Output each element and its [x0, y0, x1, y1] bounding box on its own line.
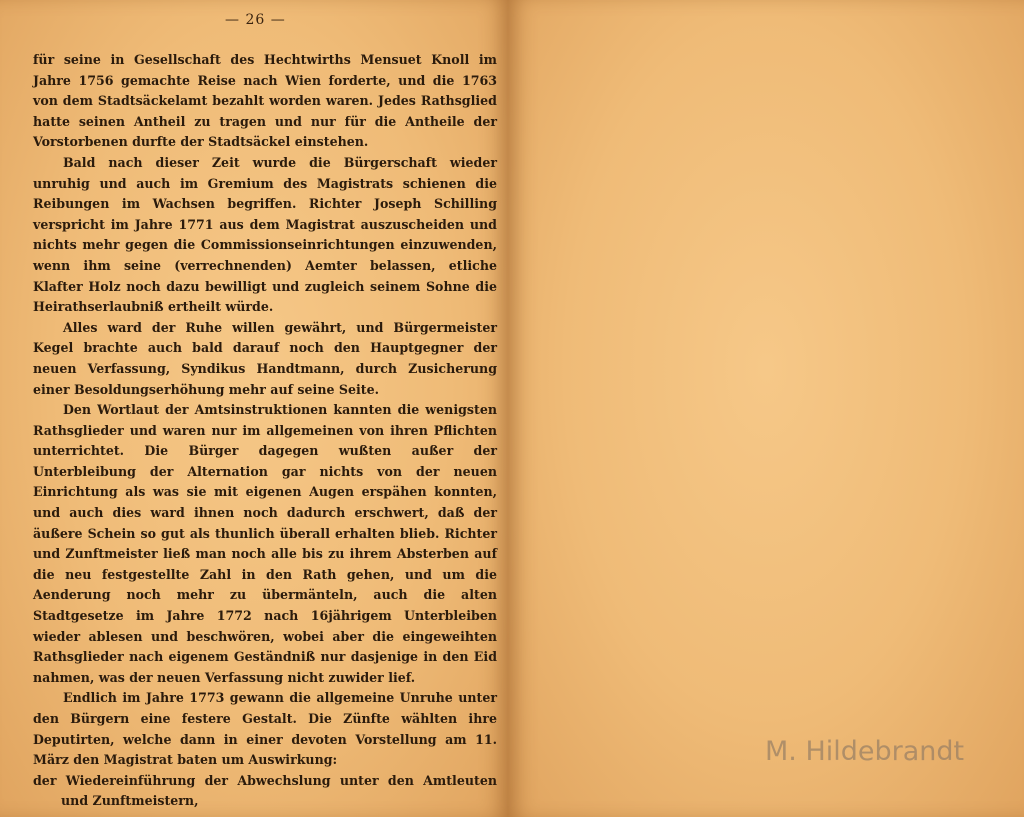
left-page-text — [33, 50, 497, 812]
paragraph: Endlich im Jahre 1773 gewann die allgemeine Unruhe unter den Bürgern eine festere Gestalt. Die Zünfte wählten ihre Deputirten, welche dann in einer devoten Vorstellung am 11. März den Magistrat baten um Auswirkung: — [33, 690, 497, 768]
page-number: — 26 — — [225, 12, 286, 28]
paragraph: Alles ward der Ruhe willen gewährt, und Bürgermeister Kegel brachte auch bald darauf noch den Hauptgegner der neuen Verfassung, Syndikus Handtmann, durch Zusicherung einer Besoldungserhöhung mehr auf seine Seite. — [33, 319, 497, 397]
paragraph: Den Wortlaut der Amtsinstruktionen kannten die wenigsten Rathsglieder und waren nur im allgemeinen von ihren Pflichten unterrichtet. Die Bürger dagegen wußten außer der Unterbleibung der Alternation gar nichts von der neuen Einrichtung als was sie mit eigenen Augen erspähen konnten, und auch dies ward ihnen noch dadurch erschwert, daß der äußere Schein so gut als thunlich überall erhalten blieb. Richter und Zunftmeister ließ man noch alle bis zu ihrem Absterben auf die neu festgestellte Zahl in den Rath gehen, und um die Aenderung noch mehr zu übermänteln, auch die alten Stadtgesetze im Jahre 1772 nach 16jährigem Unterbleiben wieder ablesen und beschwören, wobei aber die eingeweihten Rathsglieder nach eigenem Geständniß nur dasjenige in den Eid nahmen, was der neuen Verfassung nicht zuwider lief. — [33, 402, 497, 685]
watermark: M. Hildebrandt — [765, 736, 965, 767]
paragraph: für seine in Gesellschaft des Hechtwirths Mensuet Knoll im Jahre 1756 gemachte Reise nach Wien forderte, und die 1763 von dem Stadtsäckelamt bezahlt worden waren. Jedes Rathsglied hatte seinen Antheil zu tragen und nur für die Antheile der Vorstorbenen durfte der Stadtsäckel einstehen. — [33, 52, 497, 150]
left-page — [0, 0, 508, 817]
right-page — [508, 0, 1024, 817]
paragraph: Bald nach dieser Zeit wurde die Bürgerschaft wieder unruhig und auch im Gremium des Magistrats schienen die Reibungen im Wachsen begriffen. Richter Joseph Schilling verspricht im Jahre 1771 aus dem Magistrat auszuscheiden und nichts mehr gegen die Commissionseinrichtungen einzuwenden, wenn ihm seine (verrechnenden) Aemter belassen, etliche Klafter Holz noch dazu bewilligt und zugleich seinem Sohne die Heirathserlaubniß ertheilt würde. — [33, 154, 497, 315]
paragraph: der Wiedereinführung der Abwechslung unter den Amtleuten und Zunftmeistern, — [33, 772, 497, 809]
